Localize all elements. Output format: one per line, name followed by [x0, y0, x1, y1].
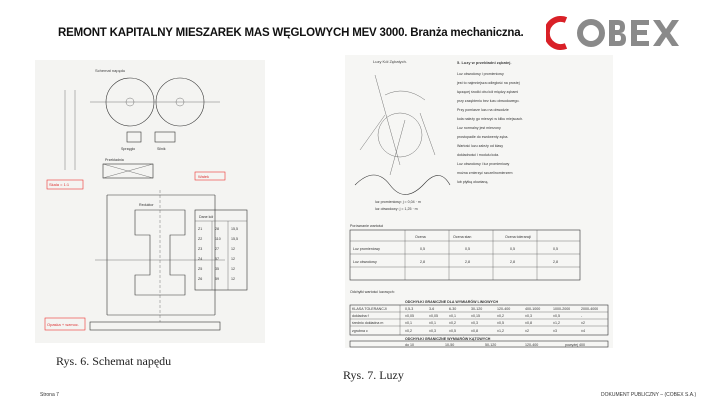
svg-text:jest to najmniejsza odległość: jest to najmniejsza odległość na prostej [457, 81, 520, 85]
svg-text:±4: ±4 [581, 329, 585, 333]
tooth-sketch [355, 75, 450, 195]
svg-text:2,8: 2,8 [420, 260, 425, 264]
svg-text:Luz obwodowy: Luz obwodowy [353, 260, 377, 264]
gear-row [198, 257, 235, 261]
svg-text:±3: ±3 [553, 329, 557, 333]
tolerance-note: Odchyłki wartości luzowych: [350, 290, 395, 294]
svg-text:powyżej 400: powyżej 400 [565, 343, 585, 347]
svg-text:57: 57 [215, 257, 219, 261]
svg-text:Z6: Z6 [198, 277, 203, 281]
svg-text:±0,2: ±0,2 [497, 314, 504, 318]
gear-row [198, 237, 238, 241]
coupling-box [127, 132, 141, 142]
red-note-shaft: Wałek [198, 174, 209, 179]
svg-text:1000-2000: 1000-2000 [553, 307, 571, 311]
comparison-title: Porównanie wartości [350, 224, 384, 228]
svg-text:±1,2: ±1,2 [553, 321, 560, 325]
svg-text:±0,3: ±0,3 [471, 321, 478, 325]
svg-text:2,8: 2,8 [465, 260, 470, 264]
svg-text:3-6: 3-6 [429, 307, 435, 311]
svg-text:średnio dokładna m: średnio dokładna m [352, 321, 384, 325]
svg-text:2000-4000: 2000-4000 [581, 307, 599, 311]
svg-text:12: 12 [231, 267, 235, 271]
svg-text:10-50: 10-50 [445, 343, 455, 347]
svg-text:Luz obwodowy i luz promieniowy: Luz obwodowy i luz promieniowy [457, 162, 510, 166]
angular-tolerance-table [350, 336, 608, 347]
svg-text:±0,5: ±0,5 [497, 321, 504, 325]
svg-text:±0,3: ±0,3 [429, 329, 436, 333]
svg-text:15,5: 15,5 [231, 227, 238, 231]
logo-mark [547, 19, 679, 47]
svg-text:±0,1: ±0,1 [449, 314, 456, 318]
gear-row [198, 267, 235, 271]
svg-text:dokładności i modułu koła.: dokładności i modułu koła. [457, 153, 500, 157]
table-row [353, 247, 558, 251]
svg-text:KLASA TOLERANCJI: KLASA TOLERANCJI [352, 307, 387, 311]
bottom-shaft [90, 322, 220, 330]
formula-radial: luz promieniowy: j = 0,04 · m [375, 200, 421, 204]
svg-text:Przy pomiarze luzu na obwodzie: Przy pomiarze luzu na obwodzie [457, 108, 509, 112]
svg-text:±1,2: ±1,2 [497, 329, 504, 333]
svg-text:±0,05: ±0,05 [429, 314, 438, 318]
linear-tolerance-table [350, 299, 608, 335]
gear-row [198, 247, 235, 251]
drive-schematic-drawing [35, 60, 265, 343]
svg-text:-: - [581, 314, 583, 318]
section-heading: 5. Luzy w przekładni zębatej. [457, 60, 512, 65]
gear-data-table [195, 210, 247, 290]
table-row [352, 321, 585, 325]
svg-text:27: 27 [215, 247, 219, 251]
svg-text:12: 12 [231, 247, 235, 251]
svg-text:lub płytką ołowianą.: lub płytką ołowianą. [457, 180, 489, 184]
svg-text:±0,8: ±0,8 [471, 329, 478, 333]
svg-text:prostopadle do ewolwenty zęba.: prostopadle do ewolwenty zęba. [457, 135, 509, 139]
comparison-table [350, 224, 580, 280]
svg-text:Z4: Z4 [198, 257, 203, 261]
table-row [352, 314, 583, 318]
svg-text:6-30: 6-30 [449, 307, 457, 311]
red-note-scale: Skala = 1:1 [49, 182, 70, 187]
svg-text:dokładna f: dokładna f [352, 314, 369, 318]
figure-caption-drive: Rys. 6. Schemat napędu [56, 354, 172, 368]
svg-text:15,5: 15,5 [231, 237, 238, 241]
svg-text:Z2: Z2 [198, 237, 203, 241]
schematic-heading: Schemat napędu [95, 68, 126, 73]
svg-text:0,5: 0,5 [510, 247, 515, 251]
svg-text:Z1: Z1 [198, 227, 203, 231]
svg-text:120-400: 120-400 [497, 307, 511, 311]
svg-text:Z3: Z3 [198, 247, 203, 251]
svg-text:400-1000: 400-1000 [525, 307, 541, 311]
svg-text:12: 12 [231, 277, 235, 281]
svg-text:±0,2: ±0,2 [449, 321, 456, 325]
svg-text:±0,8: ±0,8 [525, 321, 532, 325]
svg-text:±0,15: ±0,15 [471, 314, 480, 318]
document-status: DOKUMENT PUBLICZNY – (COBEX S.A.) [601, 392, 697, 398]
svg-text:ODCHYŁKI GRANICZNE WYMIARÓW KĄ: ODCHYŁKI GRANICZNE WYMIARÓW KĄTOWYCH [405, 337, 491, 341]
gearbox-label: Przekładnia [105, 158, 124, 162]
svg-text:0,5: 0,5 [420, 247, 425, 251]
svg-text:30-120: 30-120 [471, 307, 483, 311]
svg-text:120-400: 120-400 [525, 343, 539, 347]
svg-text:przy zazębieniu bez luzu obwod: przy zazębieniu bez luzu obwodowego. [457, 99, 520, 103]
svg-text:Luz normalny jest mierzony: Luz normalny jest mierzony [457, 126, 501, 130]
svg-text:łączącej środki obu kół między: łączącej środki obu kół między zębami [457, 90, 519, 94]
svg-text:Ocena stan: Ocena stan [453, 235, 472, 239]
svg-text:110: 110 [215, 237, 221, 241]
svg-text:2,8: 2,8 [553, 260, 558, 264]
svg-text:±0,1: ±0,1 [405, 321, 412, 325]
svg-text:59: 59 [215, 277, 219, 281]
motor-box [155, 132, 175, 142]
svg-text:0,5-3: 0,5-3 [405, 307, 414, 311]
svg-text:0,5: 0,5 [553, 247, 558, 251]
clearances-scan [345, 55, 613, 348]
svg-text:±0,5: ±0,5 [553, 314, 560, 318]
figure-caption-clearances: Rys. 7. Luzy [343, 368, 404, 382]
svg-text:można zmierzyć szczelinomierze: można zmierzyć szczelinomierzem [457, 171, 513, 175]
sketch-label: Luzy Kół Zębatych. [373, 59, 408, 64]
svg-text:Ocena: Ocena [415, 235, 426, 239]
svg-text:12: 12 [231, 257, 235, 261]
red-note-band: Opaska + wzmoc. [47, 322, 79, 327]
motor-label: Silnik [157, 147, 166, 151]
svg-text:35: 35 [215, 267, 219, 271]
gear-row [198, 277, 235, 281]
formula-circumferential: luz obwodowy: j = 1,25 · m [375, 207, 418, 211]
svg-text:50-120: 50-120 [485, 343, 497, 347]
gear-table-header: Dane kół [199, 215, 214, 219]
svg-text:Luz promieniowy: Luz promieniowy [353, 247, 380, 251]
svg-text:±2: ±2 [525, 329, 529, 333]
slide-title: REMONT KAPITALNY MIESZAREK MAS WĘGLOWYCH MEV 3000. Branża mechaniczna. [58, 27, 524, 39]
svg-text:zgrubna c: zgrubna c [352, 329, 368, 333]
svg-text:koła należy go mierzyć w kilku: koła należy go mierzyć w kilku miejscach. [457, 117, 524, 121]
page-number: Strona 7 [40, 392, 59, 398]
svg-text:Luz obwodowy i promieniowy: Luz obwodowy i promieniowy [457, 72, 504, 76]
svg-text:±0,3: ±0,3 [525, 314, 532, 318]
svg-text:±0,05: ±0,05 [405, 314, 414, 318]
table-row [352, 329, 585, 333]
svg-text:do 10: do 10 [405, 343, 414, 347]
svg-text:28: 28 [215, 227, 219, 231]
svg-text:2,8: 2,8 [510, 260, 515, 264]
svg-text:Wartość luzu zależy od klasy: Wartość luzu zależy od klasy [457, 144, 504, 148]
reducer-label: Reduktor [139, 203, 154, 207]
svg-text:±0,2: ±0,2 [405, 329, 412, 333]
svg-text:Ocena tolerancji: Ocena tolerancji [505, 235, 531, 239]
svg-text:0,5: 0,5 [465, 247, 470, 251]
table-row [353, 260, 558, 264]
drive-schematic-scan [35, 60, 265, 343]
svg-text:Z5: Z5 [198, 267, 203, 271]
gear-row [198, 227, 238, 231]
coupling-label: Sprzęgło [121, 147, 136, 151]
svg-text:±0,5: ±0,5 [449, 329, 456, 333]
clearances-drawing [345, 55, 613, 348]
svg-text:±0,1: ±0,1 [429, 321, 436, 325]
clearance-description [456, 60, 523, 184]
cobex-logo [546, 14, 696, 52]
housing-outline [107, 195, 215, 315]
svg-text:ODCHYŁKI GRANICZNE DLA WYMIARÓ: ODCHYŁKI GRANICZNE DLA WYMIARÓW LINIOWYCH [405, 300, 499, 304]
svg-text:±2: ±2 [581, 321, 585, 325]
